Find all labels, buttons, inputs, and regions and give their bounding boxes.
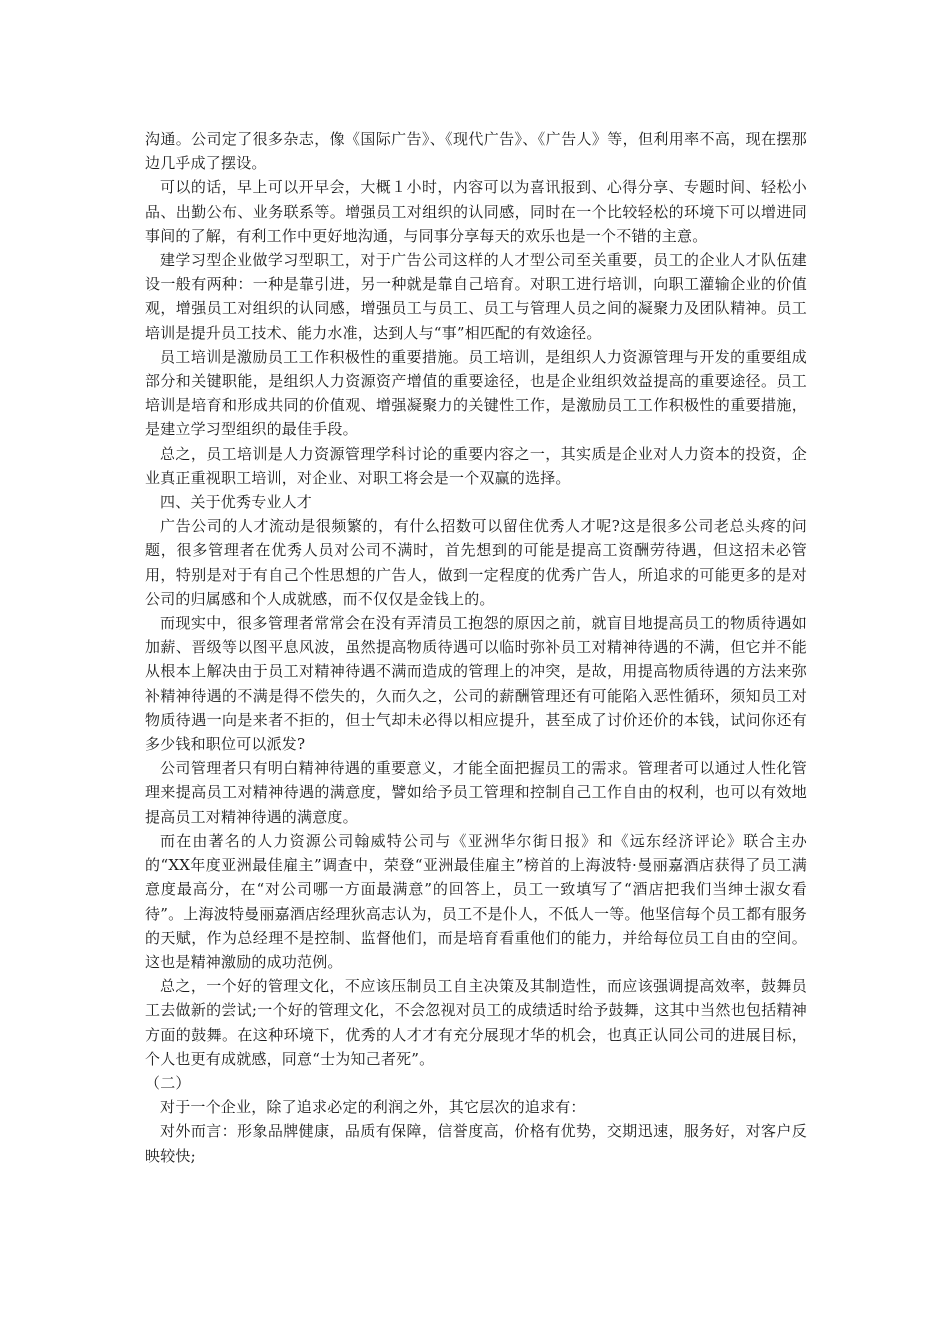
paragraph-best-employer-case: 而在由著名的人力资源公司翰威特公司与《亚洲华尔街日报》和《远东经济评论》联合主办的“XX年度亚洲最佳雇主”调查中，荣登“亚洲最佳雇主”榜首的上海波特·曼丽嘉酒店获得了员工满意度最高分，在“对公司哪一方面最满意”的回答上，员工一致填写了“酒店把我们当绅士淑女看待”。上海波特曼丽嘉酒店经理狄高志认为，员工不是仆人，不低人一等。他坚信每个员工都有服务的天赋，作为总经理不是控制、监督他们，而是培育看重他们的能力，并给每位员工自由的空间。这也是精神激励的成功范例。: [145, 831, 807, 971]
section-marker-two: （二）: [145, 1073, 191, 1092]
section-heading-talent: 四、关于优秀专业人才: [160, 493, 313, 512]
document-body: [145, 127, 807, 1168]
paragraph-training-summary: 总之，员工培训是人力资源管理学科讨论的重要内容之一，其实质是企业对人力资本的投资，企业真正重视职工培训，对企业、对职工将会是一个双赢的选择。: [145, 444, 807, 487]
paragraph-spiritual-treatment: 公司管理者只有明白精神待遇的重要意义，才能全面把握员工的需求。管理者可以通过人性化管理来提高员工对精神待遇的满意度，譬如给予员工管理和控制自己工作自由的权利，也可以有效地提高员工对精神待遇的满意度。: [145, 759, 807, 826]
paragraph-material-treatment: 而现实中，很多管理者常常会在没有弄清员工抱怨的原因之前，就盲目地提高员工的物质待遇如加薪、晋级等以图平息风波，虽然提高物质待遇可以临时弥补员工对精神待遇的不满，但它并不能从根本上解决由于员工对精神待遇不满而造成的管理上的冲突，是故，用提高物质待遇的方法来弥补精神待遇的不满是得不偿失的，久而久之，公司的薪酬管理还有可能陷入恶性循环，须知员工对物质待遇一向是来者不拒的，但士气却未必得以相应提升，甚至成了讨价还价的本钱，试问你还有多少钱和职位可以派发?: [145, 614, 807, 754]
paragraph-learning-organization: 建学习型企业做学习型职工，对于广告公司这样的人才型公司至关重要，员工的企业人才队伍建设一般有两种：一种是靠引进，另一种就是靠自己培育。对职工进行培训，向职工灌输企业的价值观，增强员工对组织的认同感，增强员工与员工、员工与管理人员之间的凝聚力及团队精神。员工培训是提升员工技术、能力水准，达到人与“事”相匹配的有效途径。: [145, 251, 807, 342]
paragraph-morning-meeting: 可以的话，早上可以开早会，大概１小时，内容可以为喜讯报到、心得分享、专题时间、轻松小品、出勤公布、业务联系等。增强员工对组织的认同感，同时在一个比较轻松的环境下可以增进同事间的了解，有利工作中更好地沟通，与同事分享每天的欢乐也是一个不错的主意。: [145, 178, 807, 245]
paragraph-management-culture: 总之，一个好的管理文化，不应该压制员工自主决策及其制造性，而应该强调提高效率，鼓舞员工去做新的尝试;一个好的管理文化，不会忽视对员工的成绩适时给予鼓舞，这其中当然也包括精神方面的鼓舞。在这种环境下，优秀的人才才有充分展现才华的机会，也真正认同公司的进展目标，个人也更有成就感，同意“士为知己者死”。: [145, 977, 807, 1068]
paragraph-continuation: 沟通。公司定了很多杂志，像《国际广告》、《现代广告》、《广告人》等，但利用率不高，现在摆那边几乎成了摆设。: [145, 130, 807, 173]
paragraph-enterprise-goals: 对于一个企业，除了追求必定的利润之外，其它层次的追求有：: [160, 1098, 586, 1117]
paragraph-training-incentive: 员工培训是激励员工工作积极性的重要措施。员工培训，是组织人力资源管理与开发的重要组成部分和关键职能，是组织人力资源资产增值的重要途径，也是企业组织效益提高的重要途径。员工培训是培育和形成共同的价值观、增强凝聚力的关键性工作，是激励员工工作积极性的重要措施，是建立学习型组织的最佳手段。: [145, 347, 807, 439]
paragraph-external-goals: 对外而言：形象品牌健康，品质有保障，信誉度高，价格有优势，交期迅速，服务好，对客户反映较快;: [145, 1122, 807, 1165]
paragraph-talent-retention: 广告公司的人才流动是很频繁的，有什么招数可以留住优秀人才呢?这是很多公司老总头疼的问题，很多管理者在优秀人员对公司不满时，首先想到的可能是提高工资酬劳待遇，但这招未必管用，特别是对于有自己个性思想的广告人，做到一定程度的优秀广告人，所追求的可能更多的是对公司的归属感和个人成就感，而不仅仅是金钱上的。: [145, 517, 807, 608]
